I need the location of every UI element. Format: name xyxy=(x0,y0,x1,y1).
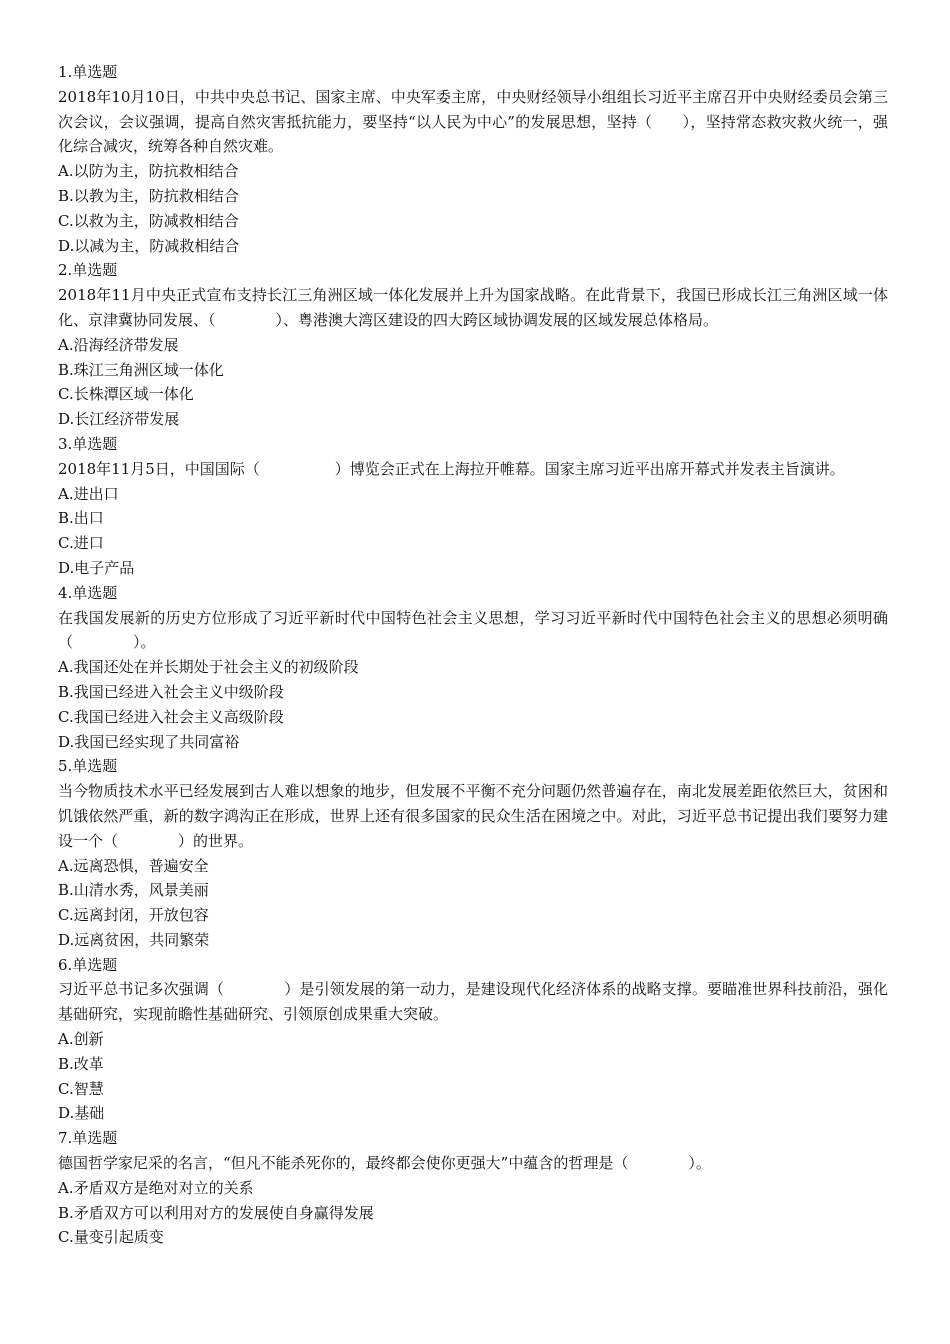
question-header: 3.单选题 xyxy=(58,434,118,453)
option-c: C.长株潭区域一体化 xyxy=(58,385,194,404)
question-header: 4.单选题 xyxy=(58,583,118,602)
option-a: A.进出口 xyxy=(58,484,119,503)
option-d: D.以减为主，防减救相结合 xyxy=(58,236,240,255)
option-c: C.以救为主，防减救相结合 xyxy=(58,211,239,230)
option-a: A.矛盾双方是绝对对立的关系 xyxy=(58,1178,254,1197)
option-a: A.远离恐惧，普遍安全 xyxy=(58,856,209,875)
option-d: D.长江经济带发展 xyxy=(58,410,180,429)
question-stem: 当今物质技术水平已经发展到古人难以想象的地步，但发展不平衡不充分问题仍然普遍存在，南北发展差距依然巨大，贫困和饥饿依然严重，新的数字鸿沟正在形成，世界上还有很多国家的民众生活在困境之中。对此，习近平总书记提出我们要努力建设一个（ ）的世界。 xyxy=(58,782,888,850)
question-stem: 2018年10月10日，中共中央总书记、国家主席、中央军委主席，中央财经领导小组组长习近平主席召开中央财经委员会第三次会议，会议强调，提高自然灾害抵抗能力，要坚持“以人民为中心”的发展思想，坚持（ ），坚持常态救灾救火统一，强化综合减灾，统筹各种自然灾难。 xyxy=(58,87,888,156)
question-5 xyxy=(58,754,888,952)
question-stem: 在我国发展新的历史方位形成了习近平新时代中国特色社会主义思想，学习习近平新时代中国特色社会主义的思想必须明确（ ）。 xyxy=(58,608,888,652)
option-d: D.远离贫困，共同繁荣 xyxy=(58,930,210,949)
option-b: B.矛盾双方可以利用对方的发展使自身赢得发展 xyxy=(58,1203,374,1222)
option-a: A.沿海经济带发展 xyxy=(58,335,179,354)
option-b: B.出口 xyxy=(58,509,104,528)
exam-page xyxy=(58,60,888,1250)
question-header: 1.单选题 xyxy=(58,63,118,81)
option-a: A.创新 xyxy=(58,1030,104,1049)
option-c: C.量变引起质变 xyxy=(58,1228,164,1247)
option-c: C.进口 xyxy=(58,534,104,553)
option-b: B.山清水秀，风景美丽 xyxy=(58,881,209,900)
question-header: 6.单选题 xyxy=(58,955,118,974)
option-c: C.远离封闭，开放包容 xyxy=(58,906,209,925)
option-c: C.我国已经进入社会主义高级阶段 xyxy=(58,707,284,726)
question-stem: 习近平总书记多次强调（ ）是引领发展的第一动力，是建设现代化经济体系的战略支撑。要瞄准世界科技前沿，强化基础研究，实现前瞻性基础研究、引领原创成果重大突破。 xyxy=(58,980,888,1024)
option-b: B.我国已经进入社会主义中级阶段 xyxy=(58,682,284,701)
question-6 xyxy=(58,953,888,1127)
question-3 xyxy=(58,432,888,581)
option-a: A.我国还处在并长期处于社会主义的初级阶段 xyxy=(58,658,359,677)
question-1 xyxy=(58,60,888,258)
question-stem: 德国哲学家尼采的名言，“但凡不能杀死你的，最终都会使你更强大”中蕴含的哲理是（ ）。 xyxy=(58,1154,711,1173)
question-header: 5.单选题 xyxy=(58,757,118,776)
question-header: 2.单选题 xyxy=(58,261,118,280)
question-header: 7.单选题 xyxy=(58,1129,118,1148)
option-b: B.珠江三角洲区域一体化 xyxy=(58,360,224,379)
option-b: B.以教为主，防抗救相结合 xyxy=(58,186,239,205)
option-d: D.我国已经实现了共同富裕 xyxy=(58,732,240,751)
option-a: A.以防为主，防抗救相结合 xyxy=(58,162,239,181)
question-2 xyxy=(58,258,888,432)
option-d: D.基础 xyxy=(58,1104,105,1123)
question-stem: 2018年11月中央正式宣布支持长江三角洲区域一体化发展并上升为国家战略。在此背景下，我国已形成长江三角洲区域一体化、京津冀协同发展、（ ）、粤港澳大湾区建设的四大跨区域协调发展的区域发展总体格局。 xyxy=(58,286,888,329)
question-4 xyxy=(58,581,888,755)
option-c: C.智慧 xyxy=(58,1079,104,1098)
question-7 xyxy=(58,1126,888,1250)
option-b: B.改革 xyxy=(58,1054,104,1073)
question-stem: 2018年11月5日，中国国际（ ）博览会正式在上海拉开帷幕。国家主席习近平出席开幕式并发表主旨演讲。 xyxy=(58,459,845,478)
option-d: D.电子产品 xyxy=(58,558,135,577)
